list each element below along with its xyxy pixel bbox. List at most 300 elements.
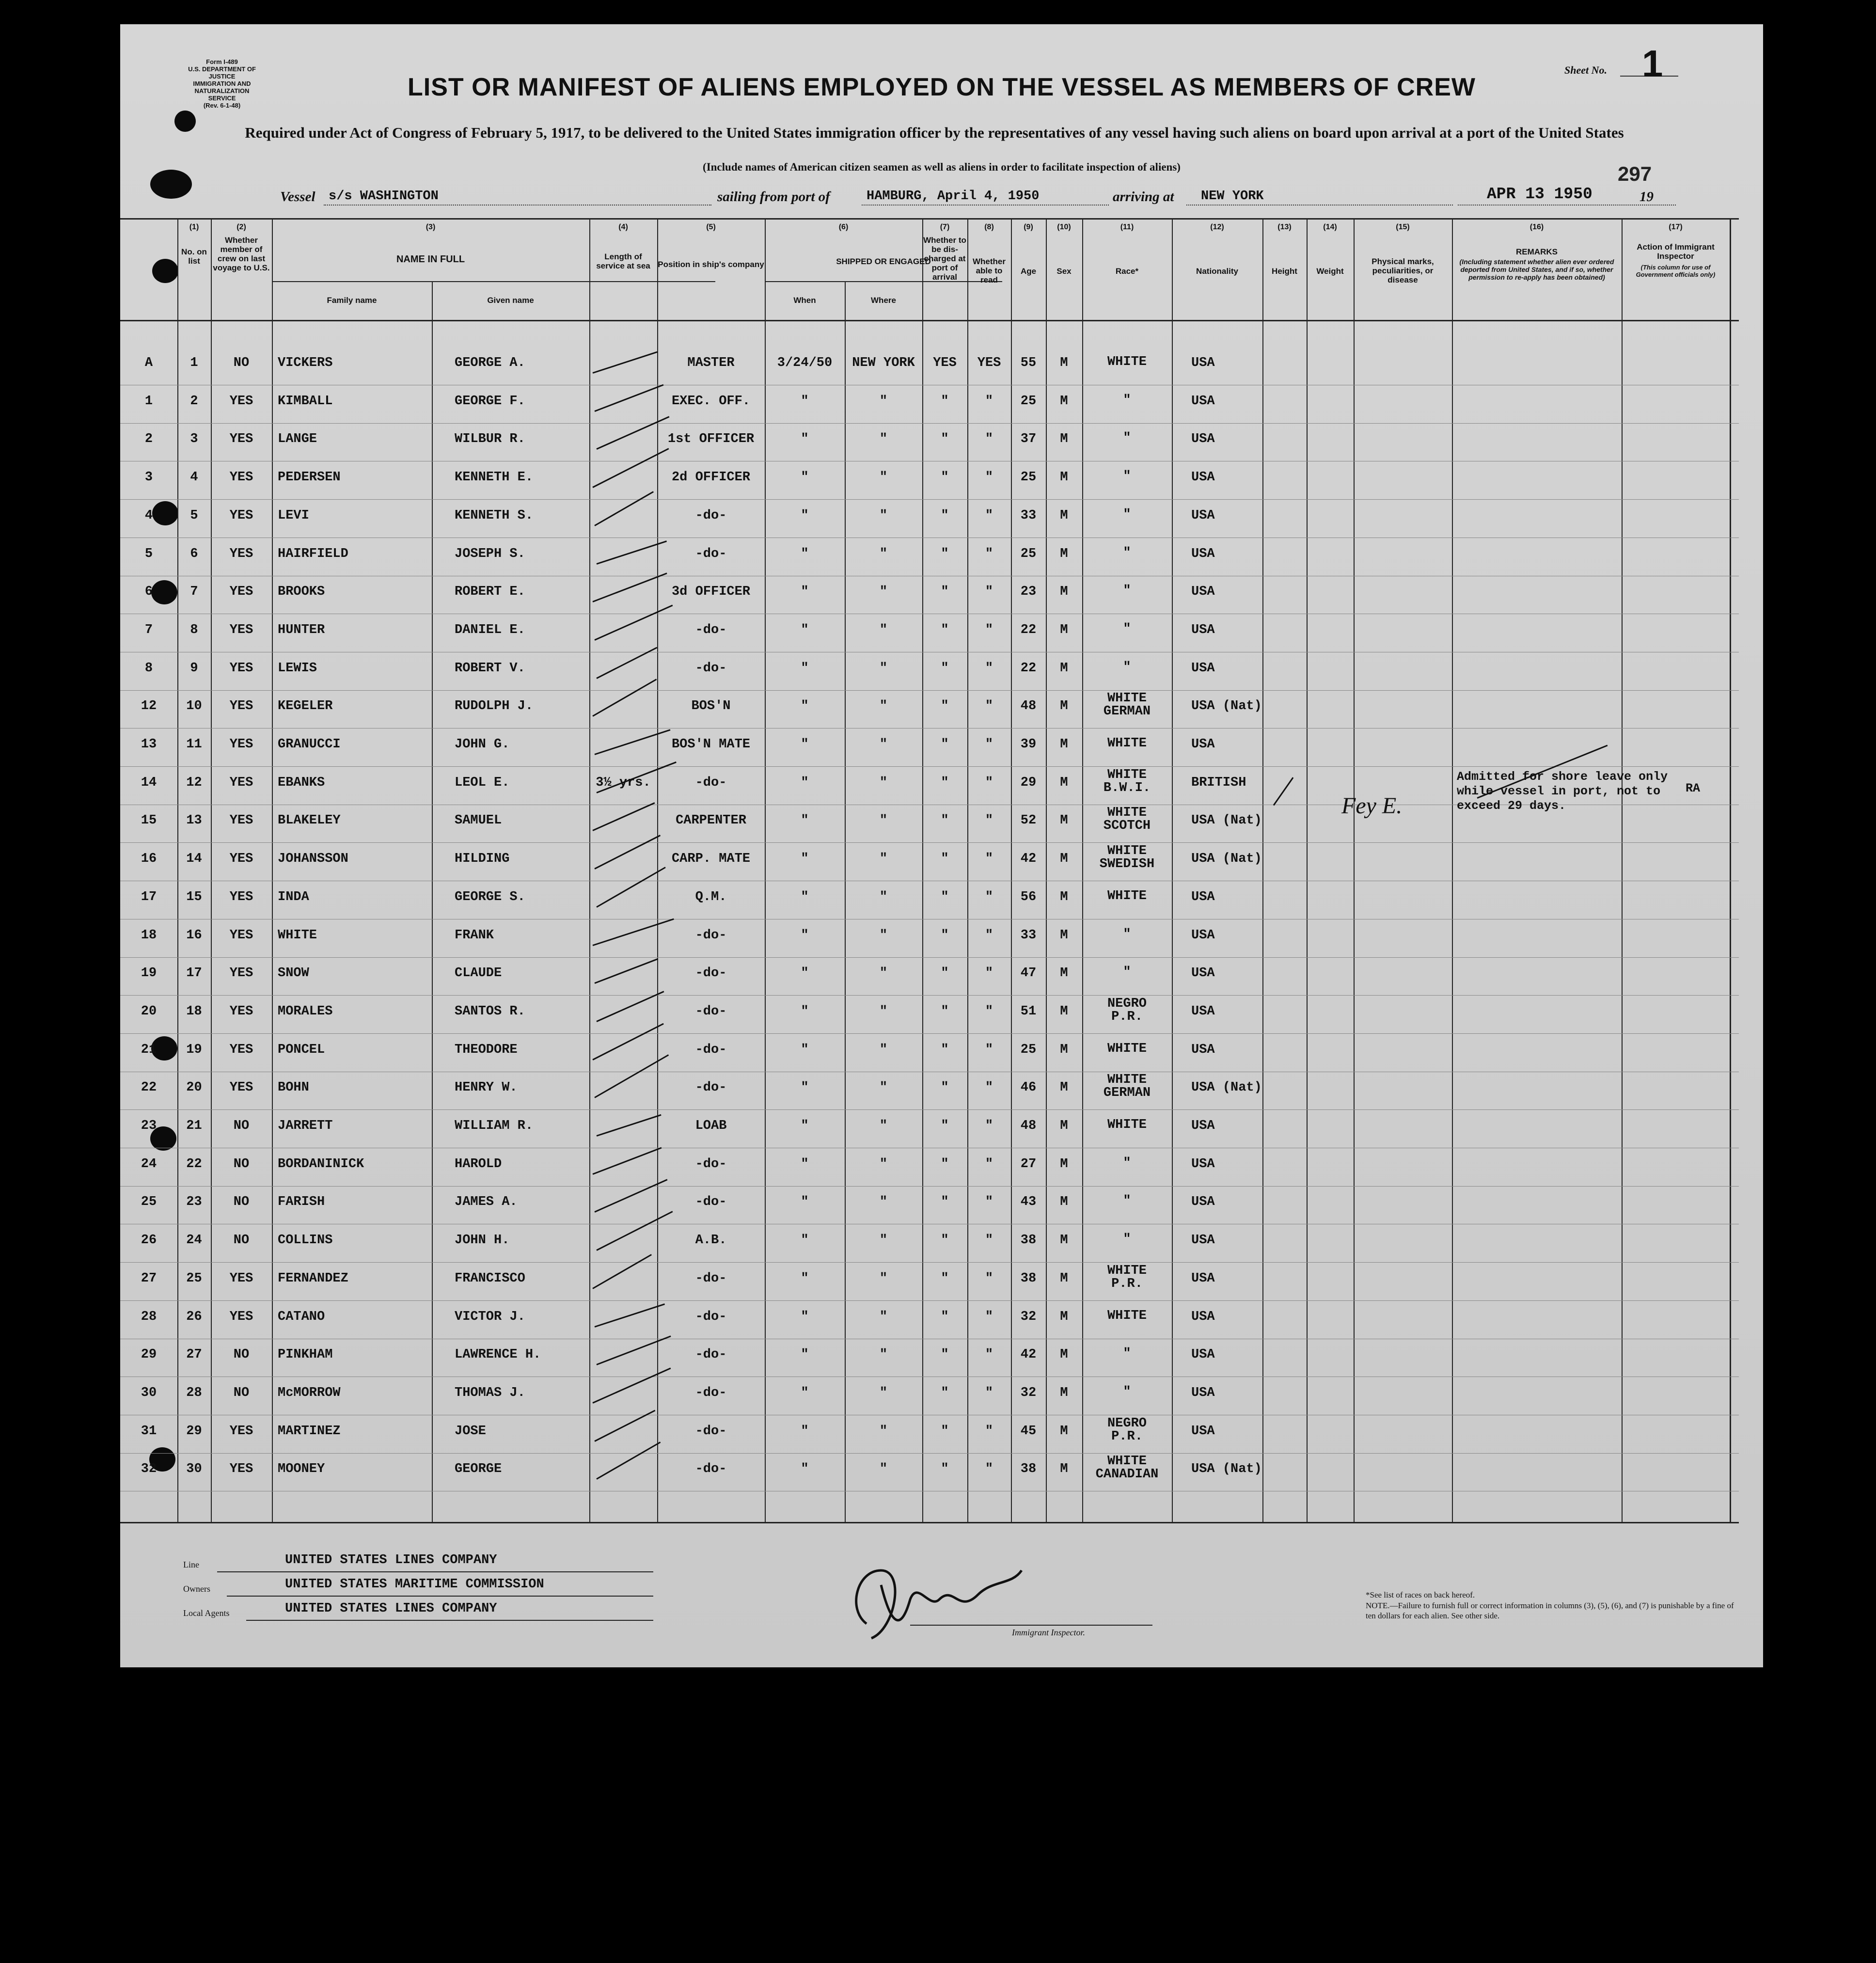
sex: M [1060,1004,1068,1019]
row-number: 7 [190,585,198,600]
row-reference: 12 [141,699,157,714]
row-number: 17 [186,966,202,981]
able-to-read: " [985,585,993,600]
row-number: 2 [190,394,198,409]
sex: M [1060,356,1068,370]
to-be-discharged: " [941,928,949,943]
row-reference: 3 [144,470,153,485]
given-name: JOHN G. [455,737,510,752]
nationality: USA [1191,1119,1215,1133]
arriving-at: NEW YORK [1201,189,1264,204]
shipped-where: " [879,1195,888,1210]
sex: M [1060,1347,1068,1362]
to-be-discharged: " [941,470,949,485]
last-voyage: YES [229,699,253,714]
given-name: FRANCISCO [455,1271,525,1286]
race: " [1123,469,1131,484]
shipped-when: " [801,622,809,637]
shipped-where: " [879,813,888,828]
last-voyage: NO [233,1347,250,1362]
to-be-discharged: " [941,1156,949,1171]
shipped-where: " [879,889,888,904]
row-number: 14 [186,852,202,867]
shipped-when: " [801,1462,809,1477]
age: 25 [1020,394,1037,409]
race: WHITE [1107,736,1147,751]
last-voyage: YES [229,394,253,409]
nationality: USA [1191,470,1215,485]
sex: M [1060,1233,1068,1248]
shipped-when: 3/24/50 [777,356,833,370]
family-name: GRANUCCI [278,737,341,752]
shipped-where: " [879,1347,888,1362]
family-name: VICKERS [278,356,333,370]
position: A.B. [695,1233,727,1248]
to-be-discharged: " [941,1233,949,1248]
position: -do- [695,1195,727,1210]
able-to-read: " [985,1347,993,1362]
given-name: ROBERT E. [455,585,525,600]
action-annotation: RA [1686,781,1701,795]
able-to-read: " [985,775,993,790]
to-be-discharged: " [941,1462,949,1477]
check-mark [593,351,658,374]
age: 55 [1020,356,1037,370]
given-name: SAMUEL [455,813,502,828]
sex: M [1060,889,1068,904]
shipped-when: " [801,1042,809,1057]
header-remarks: REMARKS [1516,247,1558,256]
row-reference: 26 [141,1233,157,1248]
header-where: Where [871,296,896,305]
race: " [1123,1156,1131,1171]
owners-label: Owners [183,1584,210,1594]
to-be-discharged: " [941,889,949,904]
header-able-to-read: Whether able to read [973,257,1006,285]
sex: M [1060,1309,1068,1324]
position: 1st OFFICER [667,432,755,447]
position: EXEC. OFF. [671,394,751,409]
family-name: MOONEY [278,1462,325,1477]
row-number: 25 [186,1271,202,1286]
row-number: 5 [190,508,198,523]
nationality: USA [1191,585,1215,600]
race: " [1123,660,1131,675]
position: -do- [695,1309,727,1324]
given-name: JOSE [455,1424,486,1439]
row-number: 26 [186,1309,202,1324]
nationality: USA [1191,1271,1215,1286]
age: 48 [1020,1119,1037,1133]
position: LOAB [695,1119,727,1133]
last-voyage: YES [229,1424,253,1439]
age: 38 [1020,1462,1037,1477]
family-name: PEDERSEN [278,470,341,485]
row-number: 8 [190,622,198,637]
row-reference: 27 [141,1271,157,1286]
race: WHITE [1107,1308,1147,1323]
family-name: JARRETT [278,1119,333,1133]
row-number: 16 [186,928,202,943]
given-name: HAROLD [455,1156,502,1171]
given-name: THOMAS J. [455,1385,525,1400]
race [1082,769,1172,795]
sex: M [1060,1080,1068,1095]
given-name: JOSEPH S. [455,546,525,561]
able-to-read: " [985,1195,993,1210]
shipped-where: " [879,546,888,561]
shipped-when: " [801,966,809,981]
row-number: 11 [186,737,202,752]
to-be-discharged: " [941,394,949,409]
age: 22 [1020,622,1037,637]
shipped-where: " [879,1156,888,1171]
age: 38 [1020,1271,1037,1286]
row-reference: 8 [144,661,153,676]
family-name: KIMBALL [278,394,333,409]
shipped-when: " [801,889,809,904]
header-remarks-note: (Including statement whether alien ever ordered deported from United States, and if so, whether permission to re-apply has been obtained) [1459,258,1614,281]
row-reference: 32 [141,1462,157,1477]
to-be-discharged: " [941,1347,949,1362]
row-reference: 19 [141,966,157,981]
given-name: GEORGE F. [455,394,525,409]
age: 32 [1020,1309,1037,1324]
shipped-when: " [801,1309,809,1324]
row-reference: 30 [141,1385,157,1400]
to-be-discharged: " [941,737,949,752]
line-value: UNITED STATES LINES COMPANY [285,1553,497,1567]
row-number: 19 [186,1042,202,1057]
family-name: LEWIS [278,661,317,676]
last-voyage: NO [233,1233,250,1248]
to-be-discharged: " [941,1042,949,1057]
agents-value: UNITED STATES LINES COMPANY [285,1601,497,1616]
given-name: HENRY W. [455,1080,518,1095]
sailing-from: HAMBURG, April 4, 1950 [867,189,1040,204]
position: -do- [695,1462,727,1477]
sex: M [1060,699,1068,714]
sex: M [1060,1156,1068,1171]
owners-value: UNITED STATES MARITIME COMMISSION [285,1577,544,1592]
page-title: LIST OR MANIFEST OF ALIENS EMPLOYED ON THE VESSEL AS MEMBERS OF CREW [408,73,1476,101]
family-name: COLLINS [278,1233,333,1248]
header-last-voyage: Whether member of crew on last voyage to U.S. [213,236,270,272]
able-to-read: " [985,508,993,523]
age: 37 [1020,432,1037,447]
race: " [1123,1346,1131,1361]
given-name: JAMES A. [455,1195,518,1210]
sex: M [1060,1462,1068,1477]
able-to-read: YES [977,356,1001,370]
race-origin: P.R. [1111,1009,1143,1024]
position: CARP. MATE [671,852,751,867]
race: WHITE [1107,1118,1147,1132]
race [1082,807,1172,833]
nationality: USA [1191,1004,1215,1019]
header-name-in-full: NAME IN FULL [396,254,465,265]
last-voyage: YES [229,661,253,676]
family-name: McMORROW [278,1385,341,1400]
race: " [1123,545,1131,560]
race-origin: B.W.I. [1103,780,1151,795]
shipped-where: " [879,1042,888,1057]
sex: M [1060,585,1068,600]
races-note: *See list of races on back hereof. [1366,1590,1475,1599]
row-number: 1 [190,356,198,370]
row-reference: 25 [141,1195,157,1210]
nationality: USA [1191,1195,1215,1210]
row-reference: 18 [141,928,157,943]
position: -do- [695,622,727,637]
shipped-when: " [801,1119,809,1133]
shipped-where: " [879,775,888,790]
shipped-where: " [879,1233,888,1248]
shipped-where: " [879,1462,888,1477]
nationality: USA [1191,889,1215,904]
family-name: EBANKS [278,775,325,790]
to-be-discharged: " [941,1004,949,1019]
row-number: 3 [190,432,198,447]
position: -do- [695,1042,727,1057]
race: " [1123,1232,1131,1247]
able-to-read: " [985,1233,993,1248]
last-voyage: YES [229,546,253,561]
race: " [1123,1194,1131,1209]
shipped-when: " [801,432,809,447]
header-position: Position in ship's company [658,260,764,269]
able-to-read: " [985,737,993,752]
last-voyage: NO [233,1385,250,1400]
family-name: PINKHAM [278,1347,333,1362]
header-given-name: Given name [487,296,534,305]
able-to-read: " [985,966,993,981]
line-label: Line [183,1560,199,1569]
sex: M [1060,432,1068,447]
sex: M [1060,508,1068,523]
family-name: LEVI [278,508,309,523]
position: 2d OFFICER [671,470,751,485]
shipped-where: " [879,1080,888,1095]
able-to-read: " [985,928,993,943]
nationality: USA [1191,1233,1215,1248]
nationality: USA [1191,1309,1215,1324]
sex: M [1060,966,1068,981]
able-to-read: " [985,432,993,447]
age: 46 [1020,1080,1037,1095]
shipped-when: " [801,737,809,752]
family-name: FERNANDEZ [278,1271,348,1286]
race: " [1123,584,1131,599]
shipped-when: " [801,852,809,867]
able-to-read: " [985,1309,993,1324]
nationality: USA [1191,394,1215,409]
shipped-when: " [801,585,809,600]
shipped-when: " [801,1385,809,1400]
shipped-where: " [879,470,888,485]
age: 51 [1020,1004,1037,1019]
able-to-read: " [985,1119,993,1133]
check-mark [592,1254,652,1289]
nationality: USA [1191,661,1215,676]
family-name: HAIRFIELD [278,546,348,561]
to-be-discharged: " [941,1309,949,1324]
age: 42 [1020,1347,1037,1362]
position: BOS'N MATE [671,737,751,752]
race [1082,1455,1172,1481]
last-voyage: NO [233,1156,250,1171]
age: 23 [1020,585,1037,600]
race: WHITE [1107,888,1147,903]
family-name: CATANO [278,1309,325,1324]
race [1082,1265,1172,1291]
nationality: USA [1191,622,1215,637]
given-name: GEORGE S. [455,889,525,904]
last-voyage: YES [229,1004,253,1019]
shipped-when: " [801,546,809,561]
family-name: HUNTER [278,622,325,637]
family-name: FARISH [278,1195,325,1210]
race: " [1123,1384,1131,1399]
last-voyage: NO [233,356,250,370]
vessel-name: s/s WASHINGTON [329,189,439,204]
check-mark [594,1179,667,1213]
shipped-where: " [879,508,888,523]
age: 56 [1020,889,1037,904]
family-name: SNOW [278,966,309,981]
row-reference: 13 [141,737,157,752]
able-to-read: " [985,1462,993,1477]
position: -do- [695,1347,727,1362]
check-mark [596,1441,661,1480]
nationality: USA [1191,356,1215,370]
family-name: MARTINEZ [278,1424,341,1439]
form-identifier: Form I-489 U.S. DEPARTMENT OF JUSTICE IMMIGRATION AND NATURALIZATION SERVICE (Rev. 6-1-48) [188,58,256,109]
row-number: 27 [186,1347,202,1362]
position: -do- [695,1271,727,1286]
last-voyage: YES [229,775,253,790]
sex: M [1060,622,1068,637]
row-number: 4 [190,470,198,485]
row-number: 23 [186,1195,202,1210]
to-be-discharged: " [941,1385,949,1400]
check-mark [596,867,666,908]
include-note: (Include names of American citizen seamen as well as aliens in order to facilitate inspection of aliens) [703,161,1181,173]
able-to-read: " [985,699,993,714]
sex: M [1060,1385,1068,1400]
check-mark [592,1147,662,1174]
age: 22 [1020,661,1037,676]
shipped-where: " [879,1309,888,1324]
nationality: USA [1191,546,1215,561]
inspector-signature [837,1551,1041,1653]
age: 25 [1020,1042,1037,1057]
position: -do- [695,661,727,676]
position: -do- [695,508,727,523]
race-line: NEGRO [1107,996,1147,1011]
last-voyage: YES [229,928,253,943]
shipped-where: " [879,1424,888,1439]
able-to-read: " [985,470,993,485]
race: " [1123,965,1131,980]
race-origin: P.R. [1111,1276,1143,1291]
able-to-read: " [985,1385,993,1400]
shipped-where: NEW YORK [852,356,915,370]
header-length-of-service: Length of service at sea [596,252,650,270]
row-number: 6 [190,546,198,561]
race: " [1123,507,1131,522]
length-of-service: 3½ yrs. [596,775,651,790]
race-origin: SCOTCH [1103,819,1151,834]
able-to-read: " [985,1424,993,1439]
given-name: LAWRENCE H. [455,1347,541,1362]
row-reference: 15 [141,813,157,828]
row-number: 10 [186,699,202,714]
given-name: CLAUDE [455,966,502,981]
to-be-discharged: " [941,966,949,981]
family-name: INDA [278,889,309,904]
stamp-number: 297 [1618,162,1652,185]
to-be-discharged: " [941,852,949,867]
nationality: USA [1191,1424,1215,1439]
age: 42 [1020,852,1037,867]
to-be-discharged: " [941,585,949,600]
row-reference: 22 [141,1080,157,1095]
shipped-where: " [879,1119,888,1133]
able-to-read: " [985,889,993,904]
age: 38 [1020,1233,1037,1248]
year-label: 19 [1640,189,1654,205]
shipped-when: " [801,470,809,485]
shipped-when: " [801,1424,809,1439]
given-name: SANTOS R. [455,1004,525,1019]
last-voyage: NO [233,1195,250,1210]
header-race: Race* [1115,267,1139,276]
to-be-discharged: " [941,699,949,714]
race [1082,1074,1172,1100]
given-name: WILBUR R. [455,432,525,447]
nationality: USA (Nat) [1191,852,1262,867]
nationality: USA [1191,508,1215,523]
shipped-where: " [879,432,888,447]
row-number: 20 [186,1080,202,1095]
race: " [1123,431,1131,446]
shipped-when: " [801,1156,809,1171]
header-shipped-or-engaged: SHIPPED OR ENGAGED [836,257,931,266]
to-be-discharged: YES [933,356,957,370]
age: 52 [1020,813,1037,828]
row-reference: 28 [141,1309,157,1324]
row-number: 22 [186,1156,202,1171]
family-name: BOHN [278,1080,309,1095]
to-be-discharged: " [941,622,949,637]
last-voyage: YES [229,622,253,637]
to-be-discharged: " [941,661,949,676]
able-to-read: " [985,852,993,867]
vessel-label: Vessel [280,189,315,205]
check-mark [594,384,663,412]
sex: M [1060,1119,1068,1133]
race [1082,1417,1172,1443]
row-reference: 23 [141,1119,157,1133]
able-to-read: " [985,1004,993,1019]
nationality: USA (Nat) [1191,813,1262,828]
nationality: USA (Nat) [1191,1080,1262,1095]
nationality: BRITISH [1191,775,1246,790]
given-name: DANIEL E. [455,622,525,637]
able-to-read: " [985,1080,993,1095]
able-to-read: " [985,1042,993,1057]
